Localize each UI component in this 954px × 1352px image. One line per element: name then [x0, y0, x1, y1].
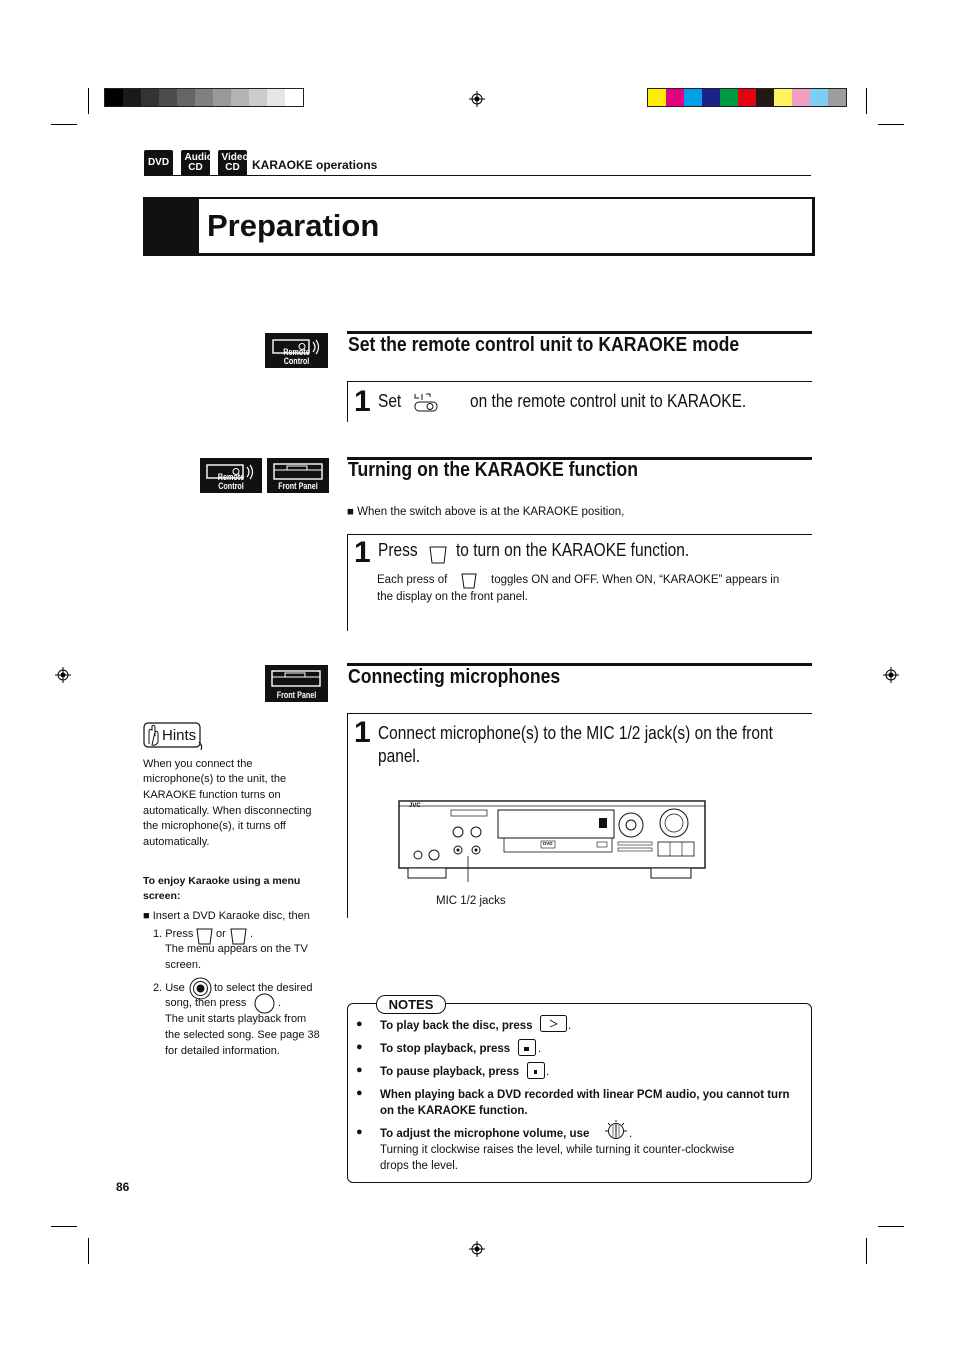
- color-swatch: [648, 89, 666, 106]
- crop-mark: [88, 88, 89, 114]
- note-text: To adjust the microphone volume, use: [380, 1128, 590, 1140]
- front-panel-icon: Front Panel: [267, 458, 329, 493]
- hint-text: The menu appears on the TV: [165, 943, 308, 955]
- hint-text: When you connect the: [143, 758, 253, 770]
- step-number: 1: [354, 716, 371, 749]
- note-text: To play back the disc, press: [380, 1020, 533, 1032]
- crop-mark: [866, 88, 867, 114]
- step-box: [347, 534, 812, 631]
- crop-mark: [51, 124, 77, 125]
- note-text: When playing back a DVD recorded with linear PCM audio, you cannot turn: [380, 1089, 790, 1101]
- section-title-mic: Connecting microphones: [348, 666, 561, 688]
- device-disc-label: DVD: [543, 841, 553, 846]
- detail-text: the display on the front panel.: [377, 591, 528, 603]
- device-brand: JVC: [409, 803, 421, 809]
- audio-cd-badge: Audio CD: [181, 150, 210, 176]
- registration-mark-icon: [469, 1241, 485, 1257]
- hint-text: KARAOKE function turns on: [143, 789, 281, 801]
- crop-mark: [88, 1238, 89, 1264]
- registration-mark-icon: [469, 91, 485, 107]
- color-swatch: [141, 89, 159, 106]
- stop-button-icon: [518, 1039, 536, 1056]
- mic-jacks-callout: MIC 1/2 jacks: [436, 895, 506, 907]
- step-number: 1: [354, 385, 371, 418]
- note-text: To stop playback, press: [380, 1043, 511, 1055]
- color-swatch: [738, 89, 756, 106]
- section-title-remote: Set the remote control unit to KARAOKE mode: [348, 334, 740, 356]
- color-swatch: [159, 89, 177, 106]
- hint-text: automatically.: [143, 836, 210, 848]
- crop-mark: [866, 1238, 867, 1264]
- color-swatch: [774, 89, 792, 106]
- step-text: Set: [378, 391, 402, 411]
- video-cd-badge: Video CD: [218, 150, 247, 176]
- hint-subtitle: screen:: [143, 890, 181, 902]
- step-text: to turn on the KARAOKE function.: [456, 540, 690, 560]
- step-box: [347, 713, 812, 918]
- remote-control-icon: Remote Control: [200, 458, 262, 493]
- step-text: Connect microphone(s) to the MIC 1/2 jack(s) on the front: [378, 723, 773, 743]
- hint-text: microphone(s) to the unit, the: [143, 773, 287, 785]
- step-text: on the remote control unit to KARAOKE.: [470, 391, 747, 411]
- grayscale-bar: [104, 88, 304, 107]
- hints-badge: Hints: [143, 722, 205, 751]
- hint-text: or: [216, 928, 226, 940]
- note-bullet: ●: [356, 1126, 363, 1138]
- hint-text: song, then press: [165, 997, 247, 1009]
- hint-subtitle: To enjoy Karaoke using a menu: [143, 875, 301, 887]
- color-swatch: [177, 89, 195, 106]
- page-title: Preparation: [207, 208, 380, 243]
- color-swatch: [666, 89, 684, 106]
- note-text: Turning it clockwise raises the level, while turning it counter-clockwise: [380, 1144, 735, 1156]
- crop-mark: [878, 124, 904, 125]
- karaoke-switch-icon: [412, 392, 440, 414]
- page-number: 86: [116, 1180, 130, 1194]
- note-bullet: ●: [356, 1087, 363, 1099]
- hint-text: screen.: [165, 959, 202, 971]
- color-swatch: [195, 89, 213, 106]
- registration-mark-icon: [55, 667, 71, 683]
- color-swatch: [213, 89, 231, 106]
- section-title-turnon: Turning on the KARAOKE function: [348, 459, 639, 481]
- step-text: Press: [378, 540, 418, 560]
- note-bullet: ●: [356, 1041, 363, 1053]
- hint-text: to select the desired: [214, 982, 313, 994]
- crop-mark: [878, 1226, 904, 1227]
- hint-text: ■ Insert a DVD Karaoke disc, then: [143, 910, 310, 922]
- title-bar: [143, 197, 815, 256]
- header-rule: [144, 175, 811, 176]
- color-swatch: [285, 89, 303, 106]
- title-block: [145, 199, 199, 253]
- hint-text: automatically. When disconnecting: [143, 805, 312, 817]
- hint-text: the selected song. See page 38: [165, 1029, 320, 1041]
- note-text: To pause playback, press: [380, 1066, 520, 1078]
- color-swatch: [105, 89, 123, 106]
- color-bar: [647, 88, 847, 107]
- dvd-badge: DVD: [144, 150, 173, 176]
- karaoke-button-icon: [428, 546, 448, 564]
- remote-control-icon: Remote Control: [265, 333, 328, 368]
- hint-text: The unit starts playback from: [165, 1013, 307, 1025]
- hint-text: 1. Press: [153, 928, 194, 940]
- registration-mark-icon: [883, 667, 899, 683]
- condition-text: ■ When the switch above is at the KARAOKE position,: [347, 506, 625, 518]
- mic-volume-knob-icon: [604, 1120, 628, 1142]
- color-swatch: [756, 89, 774, 106]
- section-header: KARAOKE operations: [252, 158, 378, 172]
- notes-label: NOTES: [376, 995, 446, 1014]
- color-swatch: [792, 89, 810, 106]
- hint-text: the microphone(s), it turns off: [143, 820, 286, 832]
- step-box: [347, 381, 812, 422]
- front-panel-icon: Front Panel: [265, 665, 328, 702]
- hint-text: for detailed information.: [165, 1045, 280, 1057]
- color-swatch: [123, 89, 141, 106]
- step-number: 1: [354, 536, 371, 569]
- note-text: drops the level.: [380, 1160, 458, 1172]
- hint-text: .: [250, 928, 254, 940]
- note-bullet: ●: [356, 1018, 363, 1030]
- color-swatch: [810, 89, 828, 106]
- note-bullet: ●: [356, 1064, 363, 1076]
- notes-box: NOTES ● To play back the disc, press . ● To stop playback, press . ● To pause playback, press . ● When playing back a DVD recorded with linear PCM audio, you cannot turn on the KARAOKE function. ● To adjust the microphone volume, use . Turning it clockwise raises the level, while turning it counter-clockwise drops the level.: [347, 1003, 812, 1183]
- enter-button-icon: [254, 993, 275, 1014]
- crop-mark: [51, 1226, 77, 1227]
- color-swatch: [231, 89, 249, 106]
- note-text: on the KARAOKE function.: [380, 1105, 528, 1117]
- play-button-icon: [540, 1015, 567, 1032]
- karaoke-button-icon: [460, 573, 478, 589]
- detail-text: toggles ON and OFF. When ON, “KARAOKE” appears in: [491, 574, 780, 586]
- hint-text: .: [278, 997, 282, 1009]
- color-swatch: [249, 89, 267, 106]
- dvd-player-illustration: [398, 800, 710, 882]
- detail-text: Each press of: [377, 574, 448, 586]
- step-text: panel.: [378, 746, 421, 766]
- color-swatch: [702, 89, 720, 106]
- color-swatch: [828, 89, 846, 106]
- color-swatch: [267, 89, 285, 106]
- color-swatch: [684, 89, 702, 106]
- color-swatch: [720, 89, 738, 106]
- hint-text: 2. Use: [153, 982, 185, 994]
- pause-button-icon: [527, 1062, 545, 1079]
